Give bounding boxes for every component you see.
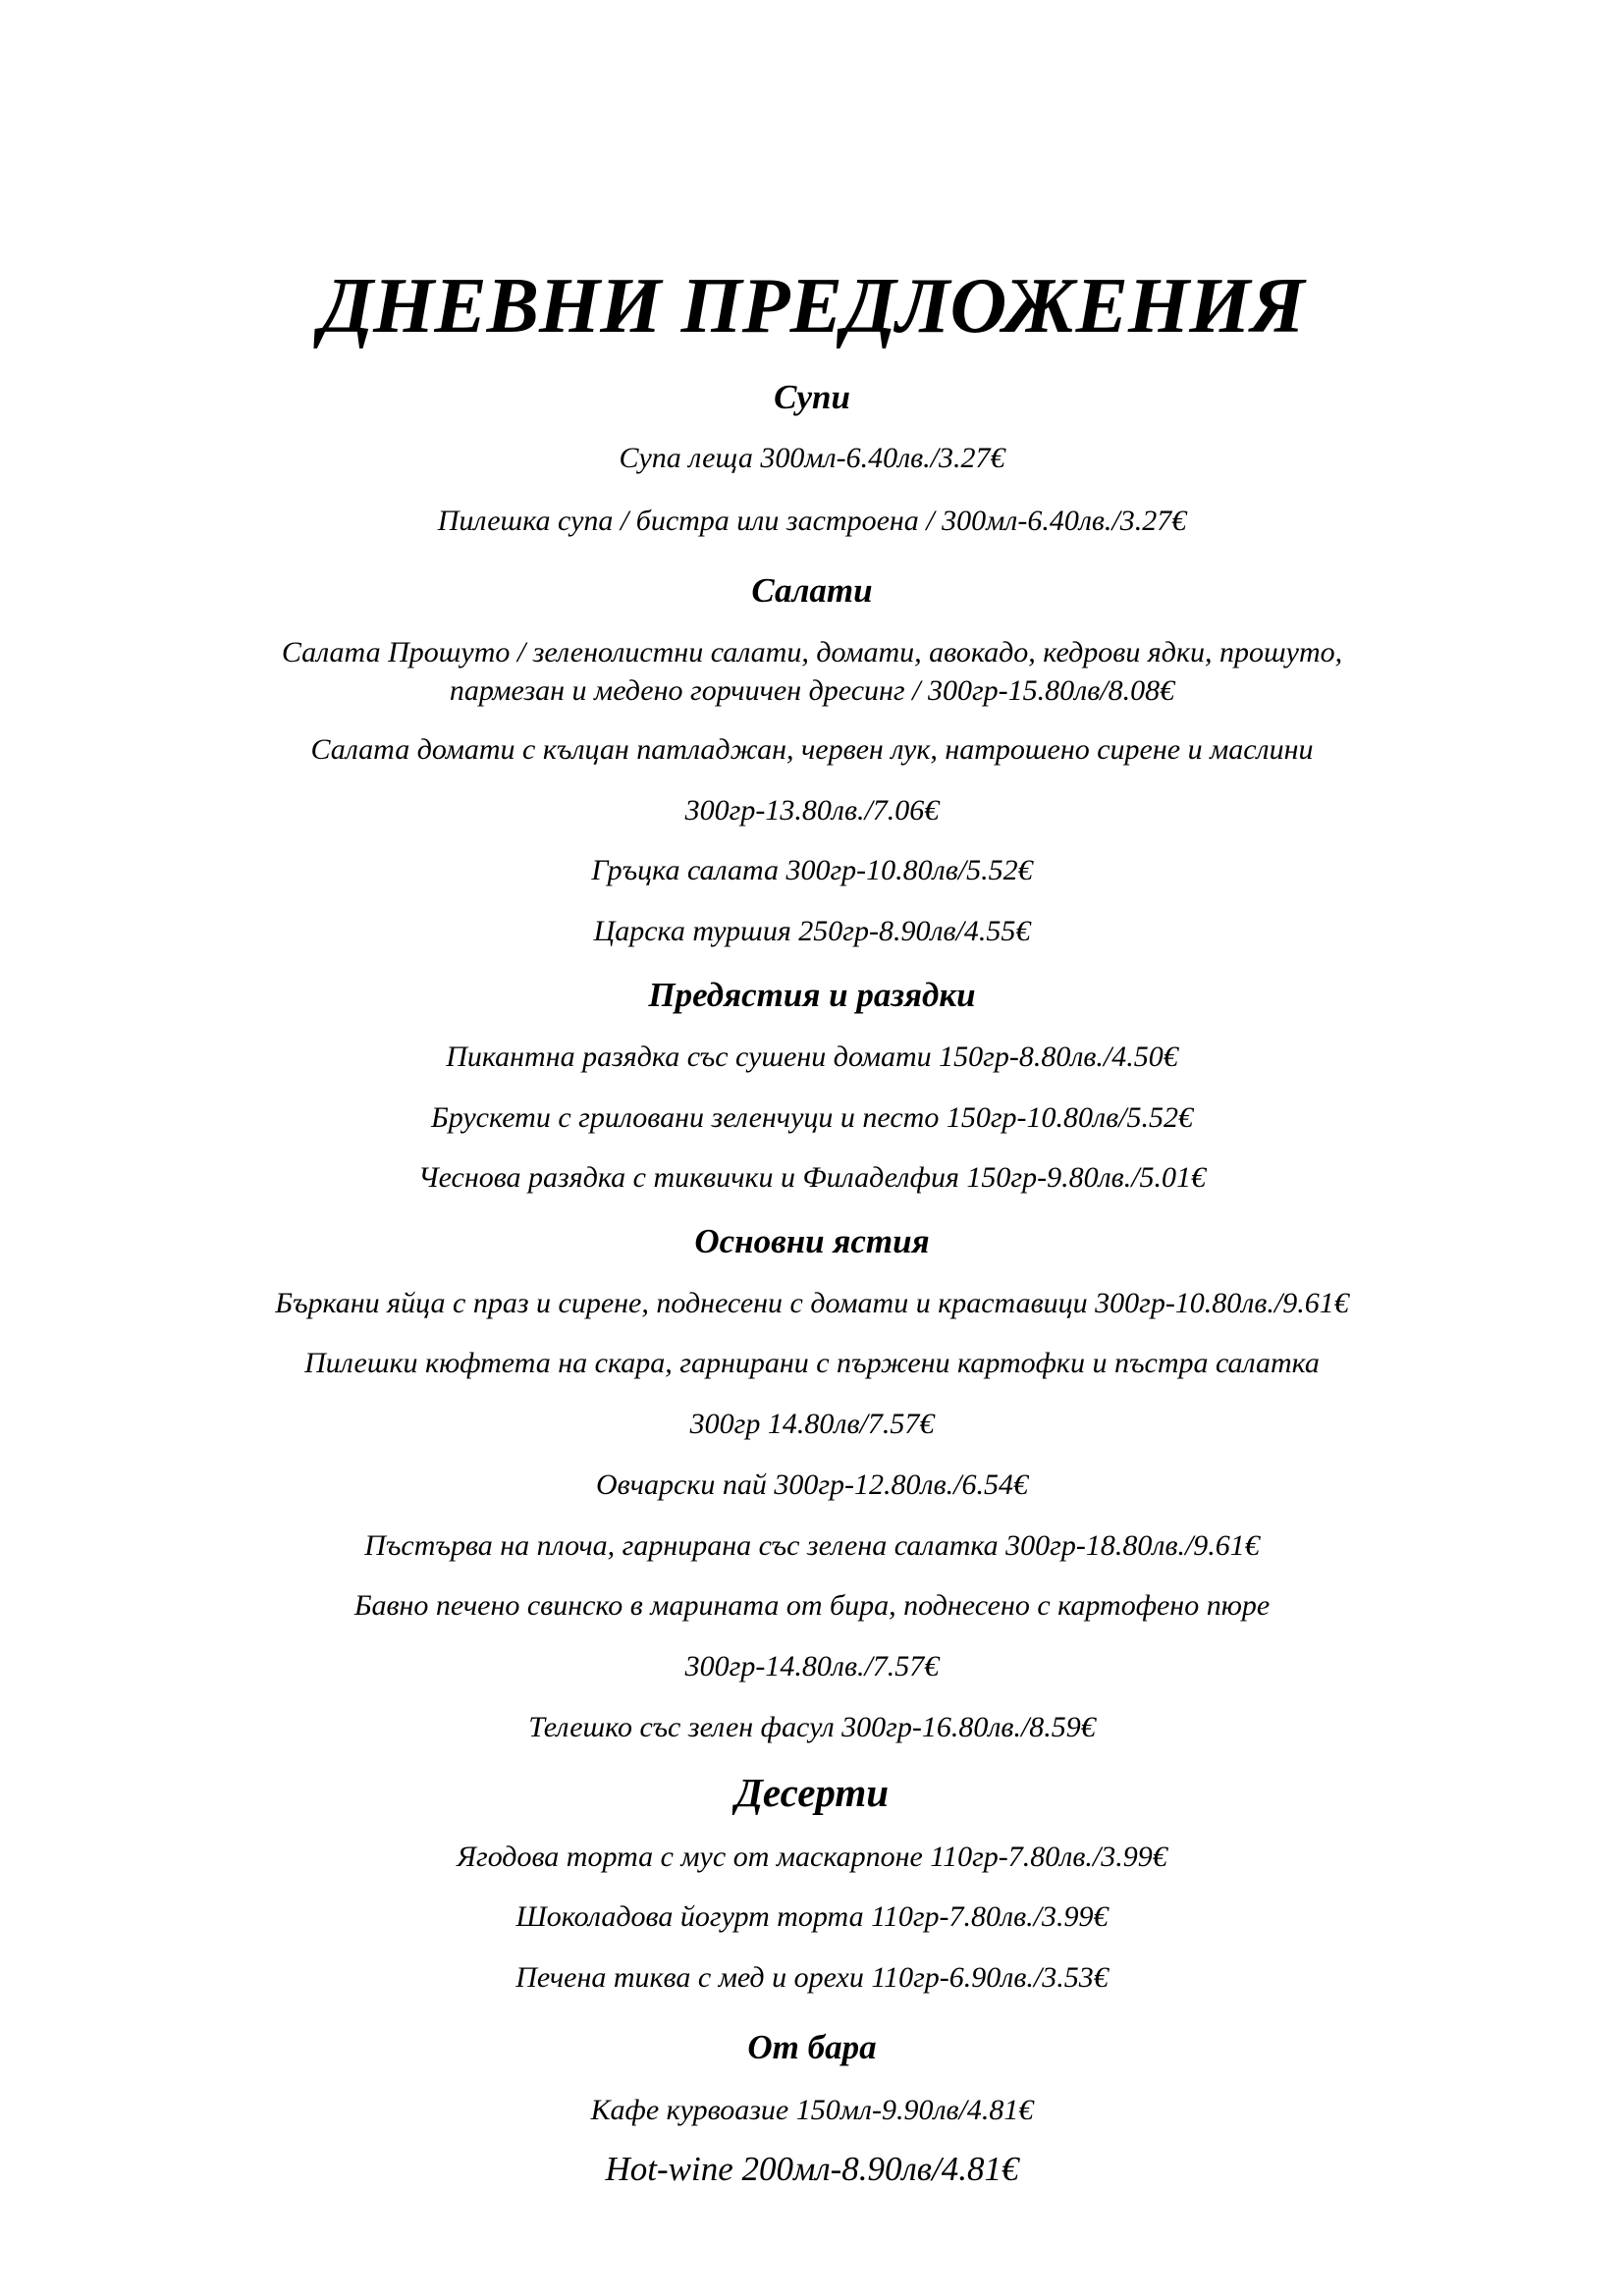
menu-item: Шоколадова йогурт торта 110гр-7.80лв./3.99€ [515, 1900, 1109, 1933]
menu-item: Телешко със зелен фасул 300гр-16.80лв./8.59€ [528, 1711, 1096, 1743]
section-heading-soups: Супи [774, 378, 850, 416]
section-heading-main-dishes: Основни ястия [694, 1222, 930, 1260]
menu-item: Пикантна разядка със сушени домати 150гр-8.80лв./4.50€ [446, 1041, 1178, 1073]
menu-item: Овчарски пай 300гр-12.80лв./6.54€ [596, 1468, 1028, 1501]
section-heading-bar: От бара [747, 2028, 877, 2066]
menu-item: Супа леща 300мл-6.40лв./3.27€ [619, 442, 1005, 474]
menu-item: Гръцка салата 300гр-10.80лв/5.52€ [591, 854, 1033, 886]
menu-item: Царска туршия 250гр-8.90лв/4.55€ [593, 915, 1031, 947]
page-title: ДНЕВНИ ПРЕДЛОЖЕНИЯ [319, 263, 1305, 349]
menu-item: Бавно печено свинско в марината от бира, поднесено с картофено пюре [353, 1589, 1271, 1622]
menu-item: 300гр 14.80лв/7.57€ [689, 1408, 935, 1440]
menu-item: Hot-wine 200мл-8.90лв/4.81€ [605, 2150, 1019, 2188]
menu-item: 300гр-14.80лв./7.57€ [684, 1650, 940, 1682]
menu-item: Чеснова разядка с тиквички и Филаделфия 150гр-9.80лв./5.01€ [417, 1161, 1207, 1194]
menu-item: 300гр-13.80лв./7.06€ [684, 794, 940, 827]
menu-item: Салата домати с кълцан патладжан, червен лук, натрошено сирене и маслини [310, 733, 1314, 766]
menu-item: Пилешки кюфтета на скара, гарнирани с пържени картофки и пъстра салатка [304, 1347, 1320, 1379]
menu-item: пармезан и медено горчичен дресинг / 300гр-15.80лв/8.08€ [449, 674, 1175, 707]
section-heading-salads: Салати [751, 571, 873, 610]
menu-item: Кафе курвоазие 150мл-9.90лв/4.81€ [590, 2094, 1034, 2126]
menu-item: Брускети с гриловани зеленчуци и песто 150гр-10.80лв/5.52€ [431, 1101, 1193, 1134]
menu-item: Печена тиква с мед и орехи 110гр-6.90лв./3.53€ [515, 1961, 1109, 1994]
menu-item: Салата Прошуто / зеленолистни салати, домати, авокадо, кедрови ядки, прошуто, [281, 636, 1343, 668]
menu-item: Бъркани яйца с праз и сирене, поднесени с домати и краставици 300гр-10.80лв./9.61€ [275, 1287, 1349, 1319]
menu-item: Пилешка супа / бистра или застроена / 300мл-6.40лв./3.27€ [437, 505, 1187, 537]
section-heading-desserts: Десерти [734, 1770, 890, 1815]
menu-item: Пъстърва на плоча, гарнирана със зелена салатка 300гр-18.80лв./9.61€ [364, 1529, 1260, 1562]
menu-item: Ягодова торта с мус от маскарпоне 110гр-7.80лв./3.99€ [457, 1841, 1167, 1873]
section-heading-starters: Предястия и разядки [648, 976, 976, 1014]
